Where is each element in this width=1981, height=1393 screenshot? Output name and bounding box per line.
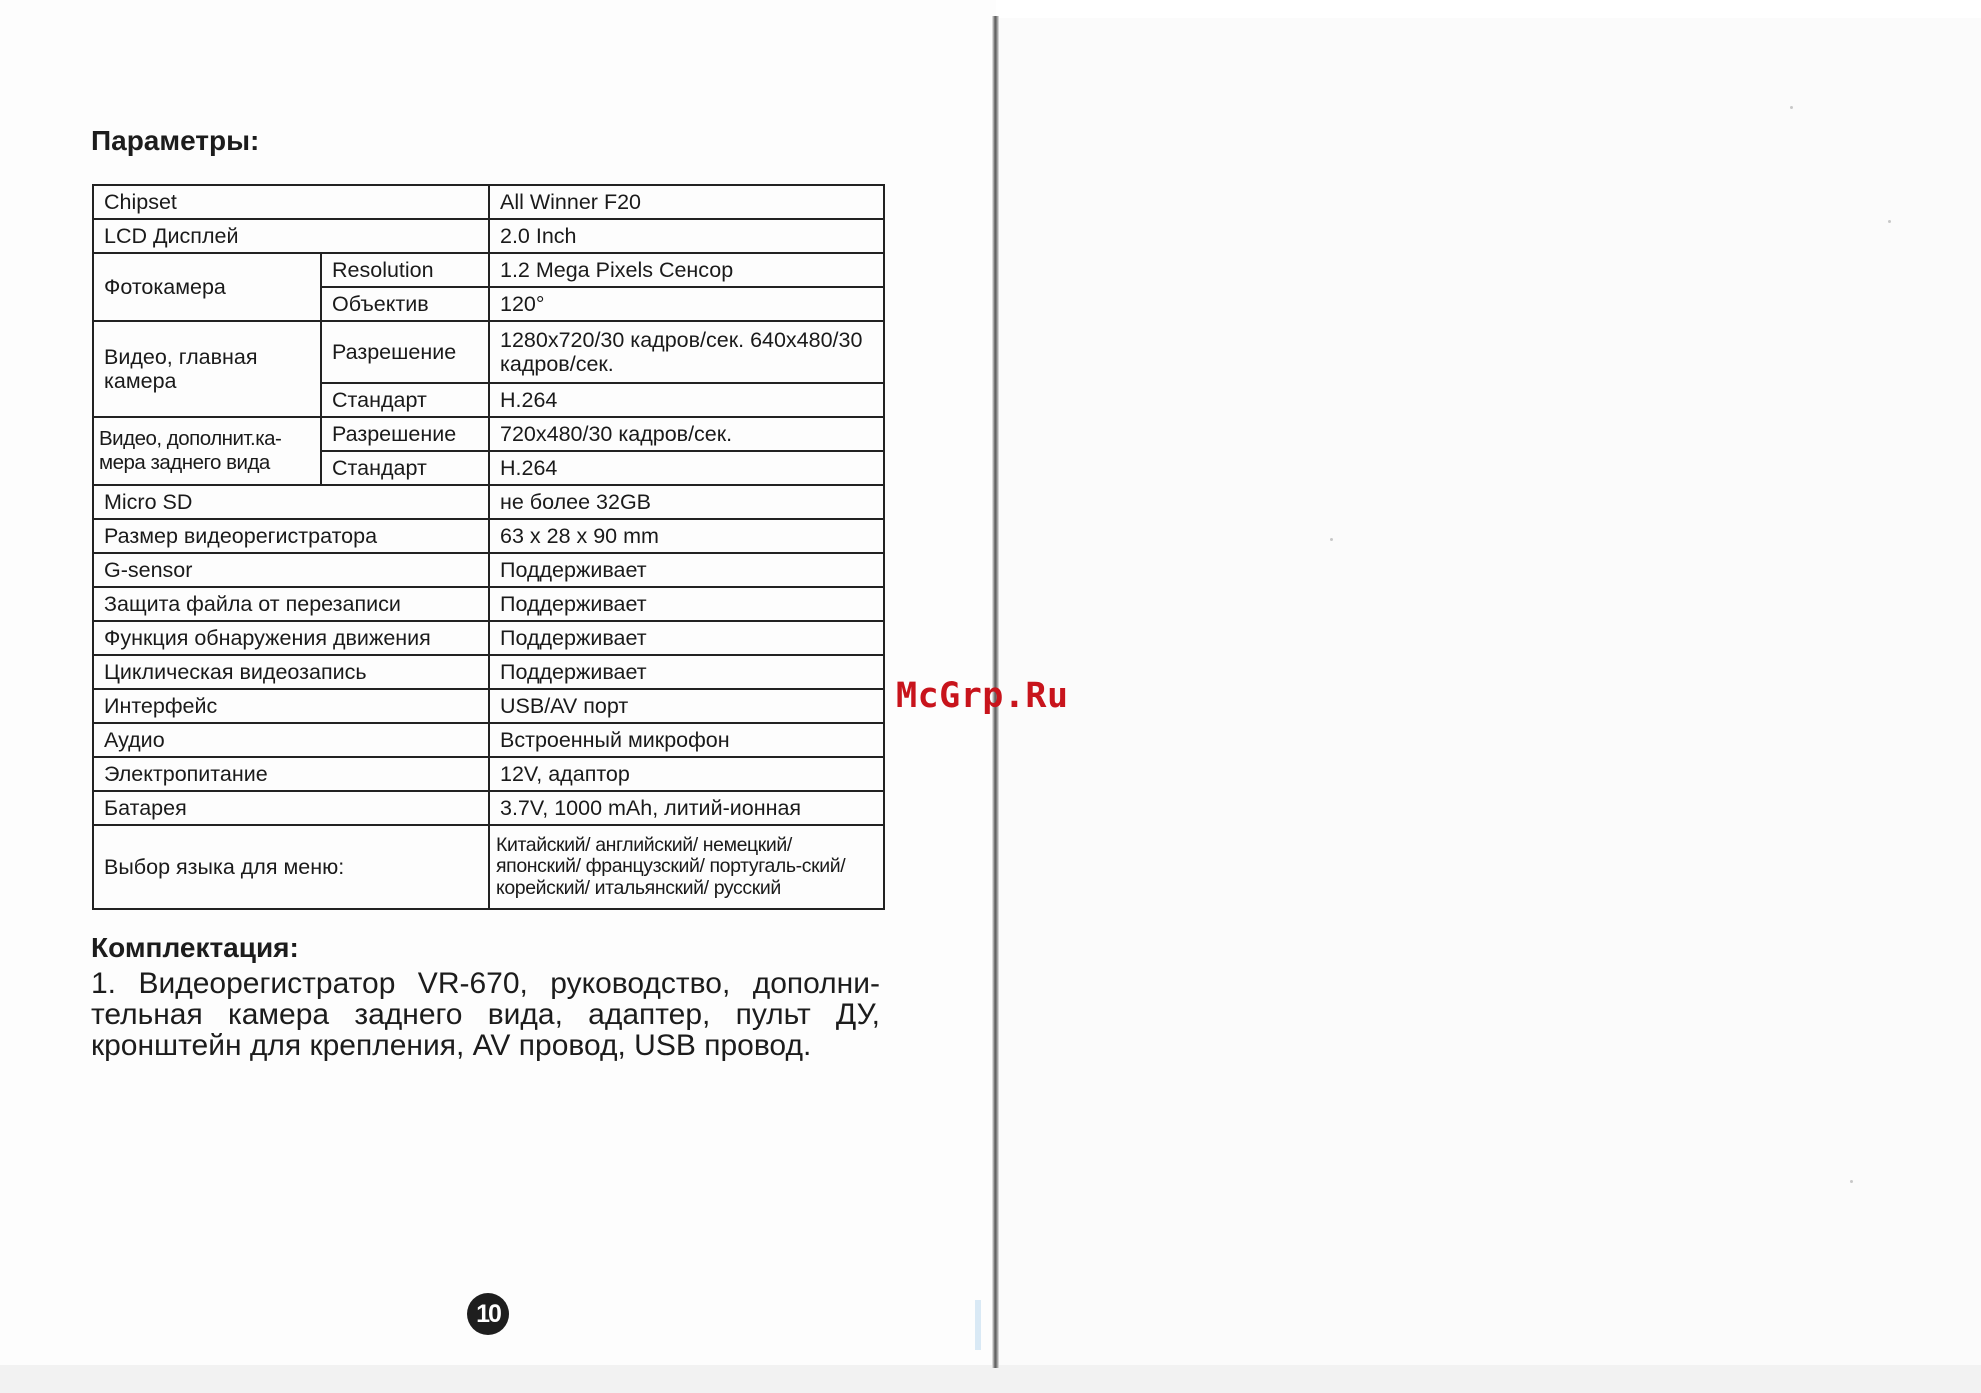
param-value: All Winner F20 (489, 185, 884, 219)
param-name: Защита файла от перезаписи (93, 587, 489, 621)
param-name: Chipset (93, 185, 489, 219)
table-row (93, 417, 884, 451)
param-value: 12V, адаптор (489, 757, 884, 791)
param-name: Resolution (321, 253, 489, 287)
paper-speck (1330, 538, 1333, 541)
param-name: Аудио (93, 723, 489, 757)
param-group: Видео, дополнит.ка-мера заднего вида (93, 417, 321, 485)
param-name: Выбор языка для меню: (93, 825, 489, 909)
param-name: Размер видеорегистратора (93, 519, 489, 553)
table-row (93, 485, 884, 519)
kit-heading: Комплектация: (91, 932, 299, 963)
param-name: Разрешение (321, 417, 489, 451)
parameters-table (92, 184, 885, 910)
table-row (93, 791, 884, 825)
param-value: 720x480/30 кадров/сек. (489, 417, 884, 451)
param-value: Встроенный микрофон (489, 723, 884, 757)
paper-speck (1888, 220, 1891, 223)
page-bottom-edge (0, 1365, 1981, 1393)
param-value: Поддерживает (489, 553, 884, 587)
param-value: не более 32GB (489, 485, 884, 519)
param-value: 1.2 Mega Pixels Сенсор (489, 253, 884, 287)
watermark-text: McGrp.Ru (896, 676, 1069, 716)
param-value: H.264 (489, 383, 884, 417)
table-row (93, 185, 884, 219)
param-value: Поддерживает (489, 655, 884, 689)
param-name: Micro SD (93, 485, 489, 519)
param-name: Стандарт (321, 451, 489, 485)
right-page (999, 18, 1981, 1368)
table-row (93, 321, 884, 383)
param-name: Электропитание (93, 757, 489, 791)
param-value: Поддерживает (489, 587, 884, 621)
param-name: LCD Дисплей (93, 219, 489, 253)
param-name: Интерфейс (93, 689, 489, 723)
param-name: Разрешение (321, 321, 489, 383)
table-row (93, 655, 884, 689)
table-row (93, 825, 884, 909)
param-value: H.264 (489, 451, 884, 485)
param-name: Циклическая видеозапись (93, 655, 489, 689)
param-value: 120° (489, 287, 884, 321)
param-value: 63 x 28 x 90 mm (489, 519, 884, 553)
param-value: 2.0 Inch (489, 219, 884, 253)
param-name: G-sensor (93, 553, 489, 587)
param-group: Видео, главная камера (93, 321, 321, 417)
param-value: USB/AV порт (489, 689, 884, 723)
param-name: Объектив (321, 287, 489, 321)
table-row (93, 219, 884, 253)
param-value: 1280x720/30 кадров/сек. 640x480/30 кадров/сек. (489, 321, 884, 383)
table-row (93, 723, 884, 757)
spine-tint (975, 1300, 981, 1350)
table-row (93, 253, 884, 287)
param-value: Китайский/ английский/ немецкий/ японский/ французский/ португаль-ский/ корейский/ итальянский/ русский (489, 825, 884, 909)
table-row (93, 621, 884, 655)
kit-description: 1. Видеорегистратор VR-670, руководство, дополни-тельная камера заднего вида, адаптер, пульт ДУ, кронштейн для крепления, AV провод, USB провод. (91, 967, 880, 1062)
table-row (93, 553, 884, 587)
param-name: Батарея (93, 791, 489, 825)
param-group: Фотокамера (93, 253, 321, 321)
param-name: Стандарт (321, 383, 489, 417)
paper-speck (1790, 106, 1793, 109)
paper-speck (1850, 1180, 1853, 1183)
table-row (93, 689, 884, 723)
table-row (93, 757, 884, 791)
table-row (93, 519, 884, 553)
param-name: Функция обнаружения движения (93, 621, 489, 655)
param-value: 3.7V, 1000 mAh, литий-ионная (489, 791, 884, 825)
table-row (93, 587, 884, 621)
parameters-heading: Параметры: (91, 125, 260, 156)
page-number-badge: 10 (467, 1293, 509, 1335)
param-value: Поддерживает (489, 621, 884, 655)
